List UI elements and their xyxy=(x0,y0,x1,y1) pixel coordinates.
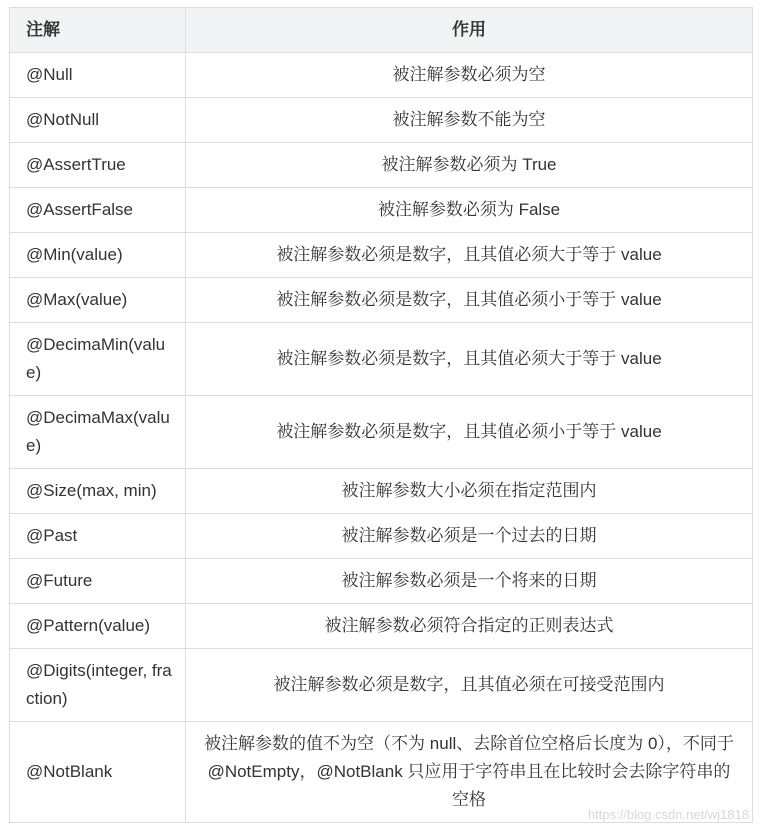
annotation-cell: @NotNull xyxy=(10,98,186,143)
annotation-cell: @Digits(integer, fraction) xyxy=(10,649,186,722)
usage-cell: 被注解参数必须是数字，且其值必须大于等于 value xyxy=(186,233,753,278)
table-row xyxy=(10,143,753,188)
usage-cell: 被注解参数大小必须在指定范围内 xyxy=(186,469,753,514)
header-usage: 作用 xyxy=(186,8,753,53)
usage-cell: 被注解参数必须是一个将来的日期 xyxy=(186,559,753,604)
watermark: https://blog.csdn.net/wj1818 xyxy=(587,807,749,822)
usage-cell: 被注解参数必须为 False xyxy=(186,188,753,233)
usage-cell: 被注解参数必须是数字，且其值必须小于等于 value xyxy=(186,396,753,469)
table-row xyxy=(10,233,753,278)
annotation-cell: @DecimaMax(value) xyxy=(10,396,186,469)
annotation-table xyxy=(9,7,753,823)
table-row xyxy=(10,469,753,514)
table-row xyxy=(10,604,753,649)
table-row xyxy=(10,559,753,604)
annotation-cell: @Past xyxy=(10,514,186,559)
table-row xyxy=(10,323,753,396)
usage-cell: 被注解参数必须是数字，且其值必须在可接受范围内 xyxy=(186,649,753,722)
table-header-row xyxy=(10,8,753,53)
annotation-cell: @AssertFalse xyxy=(10,188,186,233)
annotation-cell: @NotBlank xyxy=(10,722,186,823)
annotation-cell: @AssertTrue xyxy=(10,143,186,188)
table-row xyxy=(10,396,753,469)
table-row xyxy=(10,188,753,233)
usage-cell: 被注解参数的值不为空（不为 null、去除首位空格后长度为 0），不同于 @NotEmpty，@NotBlank 只应用于字符串且在比较时会去除字符串的空格 xyxy=(186,722,753,823)
usage-cell: 被注解参数必须是数字，且其值必须大于等于 value xyxy=(186,323,753,396)
table-row xyxy=(10,278,753,323)
usage-cell: 被注解参数必须为空 xyxy=(186,53,753,98)
usage-cell: 被注解参数必须符合指定的正则表达式 xyxy=(186,604,753,649)
usage-cell: 被注解参数不能为空 xyxy=(186,98,753,143)
usage-cell: 被注解参数必须是数字，且其值必须小于等于 value xyxy=(186,278,753,323)
annotation-cell: @Pattern(value) xyxy=(10,604,186,649)
table-row xyxy=(10,53,753,98)
annotation-cell: @Future xyxy=(10,559,186,604)
annotation-cell: @Max(value) xyxy=(10,278,186,323)
table-row xyxy=(10,514,753,559)
usage-cell: 被注解参数必须为 True xyxy=(186,143,753,188)
annotation-cell: @Min(value) xyxy=(10,233,186,278)
annotation-cell: @Null xyxy=(10,53,186,98)
annotation-cell: @Size(max, min) xyxy=(10,469,186,514)
usage-cell: 被注解参数必须是一个过去的日期 xyxy=(186,514,753,559)
table-row xyxy=(10,649,753,722)
header-annotation: 注解 xyxy=(10,8,186,53)
table-row xyxy=(10,98,753,143)
annotation-cell: @DecimaMin(value) xyxy=(10,323,186,396)
